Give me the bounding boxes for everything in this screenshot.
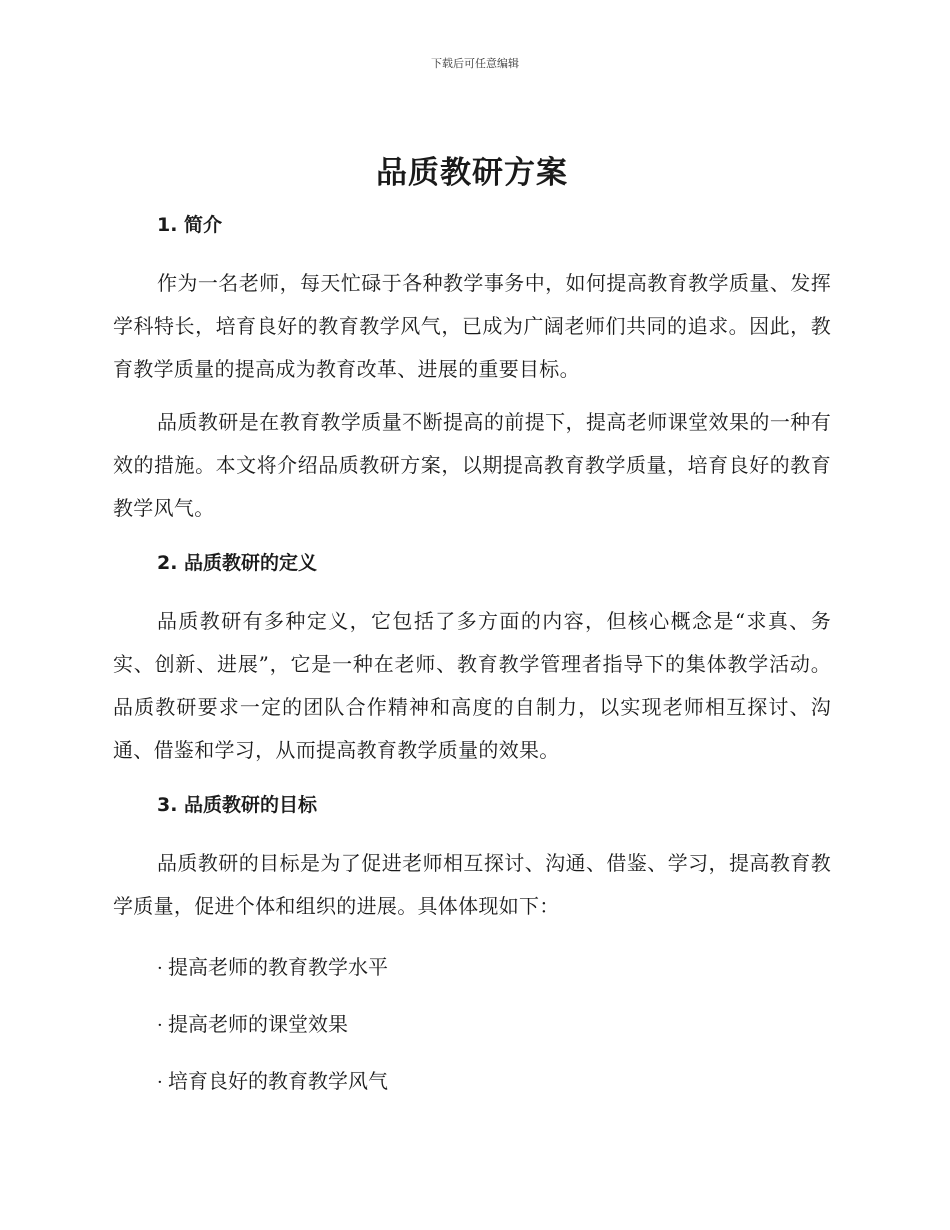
bullet-dot-icon: ·: [157, 1015, 163, 1036]
section-definition: [113, 548, 831, 772]
section-introduction: [113, 210, 831, 530]
document-body: [113, 150, 831, 1123]
bullet-dot-icon: ·: [157, 958, 163, 979]
list-item-text: 提高老师的课堂效果: [168, 1012, 348, 1036]
goal-list: [113, 952, 831, 1098]
section-heading: 3. 品质教研的目标: [157, 794, 318, 816]
list-item-text: 培育良好的教育教学风气: [168, 1069, 388, 1093]
paragraph: 品质教研是在教育教学质量不断提高的前提下，提高老师课堂效果的一种有效的措施。本文将介绍品质教研方案，以期提高教育教学质量，培育良好的教育教学风气。: [113, 410, 831, 520]
list-item: [113, 1009, 831, 1041]
page-header-note: 下载后可任意编辑: [431, 57, 519, 70]
paragraph: 品质教研有多种定义，它包括了多方面的内容，但核心概念是“求真、务实、创新、进展”，它是一种在老师、教育教学管理者指导下的集体教学活动。品质教研要求一定的团队合作精神和高度的自制力，以实现老师相互探讨、沟通、借鉴和学习，从而提高教育教学质量的效果。: [113, 609, 831, 762]
paragraph: 作为一名老师，每天忙碌于各种教学事务中，如何提高教育教学质量、发挥学科特长，培育良好的教育教学风气，已成为广阔老师们共同的追求。因此，教育教学质量的提高成为教育改革、进展的重要目标。: [113, 271, 831, 381]
section-heading: 2. 品质教研的定义: [157, 552, 318, 574]
document-title: 品质教研方案: [376, 155, 568, 191]
list-item: [113, 1066, 831, 1098]
paragraph: 品质教研的目标是为了促进老师相互探讨、沟通、借鉴、学习，提高教育教学质量，促进个体和组织的进展。具体体现如下：: [113, 851, 831, 918]
list-item: [113, 952, 831, 984]
list-item-text: 提高老师的教育教学水平: [168, 955, 388, 979]
section-heading: 1. 简介: [157, 214, 223, 236]
bullet-dot-icon: ·: [157, 1072, 163, 1093]
section-goals: [113, 790, 831, 1098]
